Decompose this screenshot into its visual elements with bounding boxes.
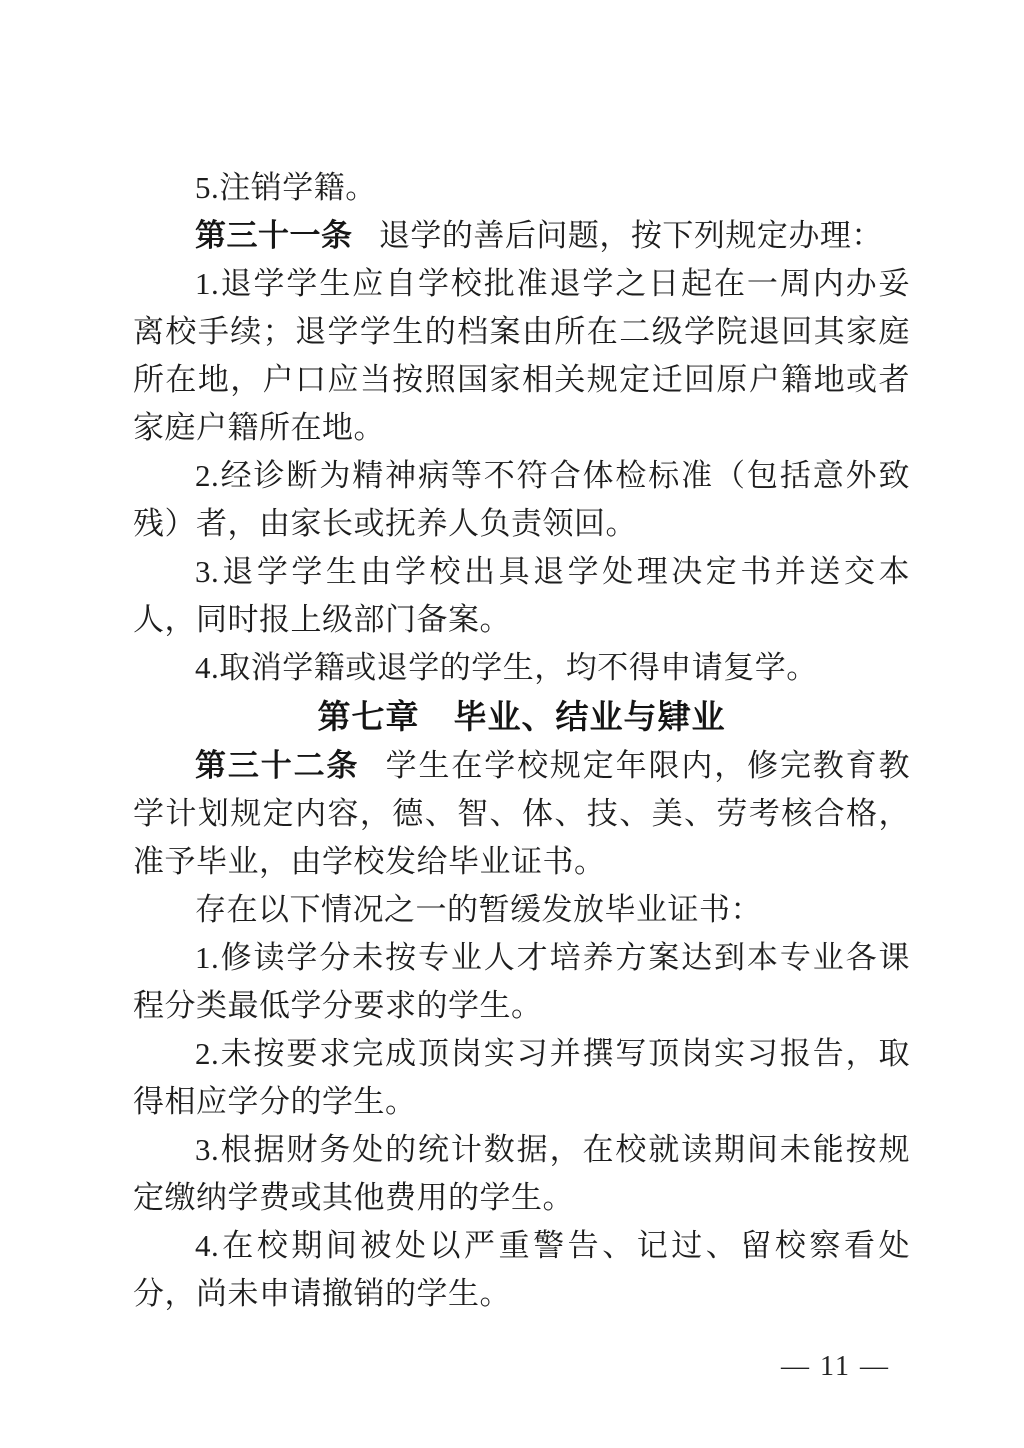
body-paragraph: 存在以下情况之一的暂缓发放毕业证书： <box>195 892 762 927</box>
body-paragraph: 3.退学学生由学校出具退学处理决定书并送交本人，同时报上级部门备案。 <box>133 554 910 637</box>
body-paragraph: 3.根据财务处的统计数据，在校就读期间未能按规定缴纳学费或其他费用的学生。 <box>133 1132 910 1215</box>
body-paragraph: 5.注销学籍。 <box>195 170 377 205</box>
article-paragraph <box>133 742 910 886</box>
article-text: 学生在学校规定年限内，修完教育教学计划规定内容，德、智、体、技、美、劳考核合格，准予毕业，由学校发给毕业证书。 <box>133 748 911 879</box>
body-paragraph: 1.修读学分未按专业人才培养方案达到本专业各课程分类最低学分要求的学生。 <box>133 940 910 1023</box>
body-paragraph: 2.未按要求完成顶岗实习并撰写顶岗实习报告，取得相应学分的学生。 <box>133 1036 910 1119</box>
body-paragraph: 1.退学学生应自学校批准退学之日起在一周内办妥离校手续；退学学生的档案由所在二级学院退回其家庭所在地，户口应当按照国家相关规定迁回原户籍地或者家庭户籍所在地。 <box>133 266 910 445</box>
article-number: 第三十二条 <box>195 748 360 783</box>
body-paragraph: 4.取消学籍或退学的学生，均不得申请复学。 <box>195 650 818 685</box>
article-paragraph <box>133 212 910 260</box>
document-body <box>133 164 910 1318</box>
chapter-heading: 第七章 毕业、结业与肄业 <box>317 698 726 735</box>
article-number: 第三十一条 <box>195 218 353 253</box>
article-text: 退学的善后问题，按下列规定办理： <box>378 218 883 253</box>
page-number: — 11 — <box>781 1351 890 1382</box>
body-paragraph: 2.经诊断为精神病等不符合体检标准（包括意外致残）者，由家长或抚养人负责领回。 <box>133 458 910 541</box>
body-paragraph: 4.在校期间被处以严重警告、记过、留校察看处分，尚未申请撤销的学生。 <box>133 1228 910 1311</box>
